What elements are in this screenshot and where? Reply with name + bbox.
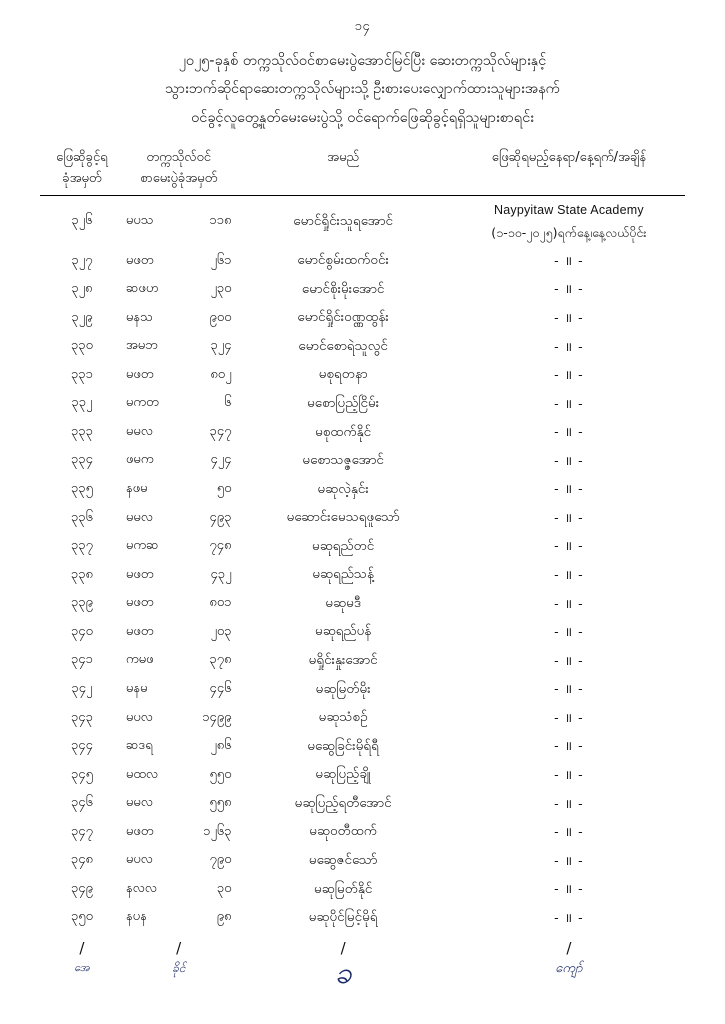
cell-candidate-name: မရှိုင်းနှုးအောင် (308, 652, 378, 669)
venue-ditto-mark: - ॥ - (554, 281, 584, 297)
venue-ditto-mark: - ॥ - (554, 795, 584, 811)
signature-cell-a (40, 958, 124, 1001)
cell-exam-identifier (124, 561, 234, 590)
cell-exam-identifier (124, 904, 234, 933)
exam-code: နပန (125, 909, 147, 925)
cell-venue (453, 389, 685, 418)
exam-number: ၉၈ (216, 909, 232, 925)
exam-code: မပသ (125, 213, 154, 229)
cell-venue (453, 247, 685, 276)
venue-ditto-mark: - ॥ - (554, 509, 584, 525)
cell-seat-number: ၃၄၅ (70, 766, 93, 782)
table-row (40, 589, 685, 618)
cell-candidate-name: မဆုရည်ပန် (315, 623, 372, 640)
venue-ditto-mark: - ॥ - (554, 338, 584, 354)
cell-candidate-name: မစုထက်နိုင် (315, 423, 372, 440)
cell-candidate-name: မစုရတနာ (318, 366, 368, 383)
exam-identifier-group (126, 823, 232, 842)
cell-venue (453, 561, 685, 590)
cell-venue (453, 875, 685, 904)
exam-number: ၁၄၉၉ (202, 709, 232, 725)
table-footer (40, 932, 685, 1001)
table-row (40, 532, 685, 561)
cell-candidate-name: မောင်စောရဲသူလွင် (298, 337, 388, 354)
exam-identifier-group (126, 451, 232, 470)
cell-exam-identifier (124, 818, 234, 847)
cell-exam-identifier (124, 704, 234, 733)
exam-code: ဖမက (125, 452, 154, 468)
cell-seat-number: ၃၃၁ (70, 366, 93, 382)
exam-identifier-group (126, 309, 232, 328)
table-row (40, 618, 685, 647)
exam-number: ၃၄၇ (209, 423, 232, 439)
exam-code: အမဘ (125, 338, 158, 354)
cell-seat-number: ၃၅၀ (70, 909, 93, 925)
exam-number: ၂၆၁ (210, 252, 232, 268)
column-header-venue (453, 146, 685, 196)
cell-venue (453, 532, 685, 561)
table-row (40, 389, 685, 418)
cell-venue (453, 789, 685, 818)
exam-code: မနသ (125, 309, 153, 325)
exam-number: ၄၂၄ (210, 452, 232, 468)
cell-exam-identifier (124, 418, 234, 447)
cell-seat-number: ၃၃၅ (70, 481, 93, 496)
cell-exam-identifier (124, 475, 234, 504)
cell-venue (453, 418, 685, 447)
cell-seat-number: ၃၄၇ (70, 823, 93, 839)
exam-number: ၅၀ (216, 481, 232, 496)
exam-number: ၃၇၈ (209, 652, 232, 668)
exam-identifier-group (126, 766, 232, 785)
exam-number: ၂၃၀ (210, 281, 232, 297)
venue-ditto-mark: - ॥ - (554, 424, 584, 440)
exam-code: မပလ (125, 709, 153, 725)
cell-candidate-name: မဆောင်းမေသရဖူသော် (286, 509, 400, 526)
cell-exam-identifier (124, 196, 234, 246)
cell-exam-identifier (124, 304, 234, 333)
exam-code: မမလ (125, 509, 153, 525)
exam-identifier-group (126, 794, 232, 813)
signature-mark-d: ကျော် (555, 961, 583, 977)
exam-number: ၆ (224, 395, 232, 411)
exam-identifier-group (126, 366, 232, 385)
footer-slash-c: / (340, 939, 346, 958)
exam-code: နဖမ (125, 481, 148, 496)
cell-exam-identifier (124, 361, 234, 390)
cell-seat-number: ၃၃၈ (70, 566, 93, 582)
venue-ditto-mark: - ॥ - (554, 395, 584, 411)
cell-venue (453, 447, 685, 476)
cell-seat-number: ၃၃၀ (70, 338, 93, 354)
table-row (40, 447, 685, 476)
exam-number: ၇၄၈ (209, 538, 232, 554)
cell-exam-identifier (124, 275, 234, 304)
table-header (40, 146, 685, 197)
cell-venue (453, 618, 685, 647)
cell-candidate-name: မောင်ရှိုင်းဝဏ္ဏထွန်း (297, 309, 389, 326)
venue-ditto-mark: - ॥ - (554, 909, 584, 925)
cell-candidate-name: မောင်ရှိုင်းသူရအောင် (293, 212, 394, 229)
exam-code: ကမဖ (125, 652, 154, 668)
cell-seat-number: ၃၃၆ (70, 509, 93, 525)
cell-venue (453, 332, 685, 361)
heading-line-3: ဝင်ခွင့်လူတွေ့နှုတ်မေးမေးပွဲသို့ ဝင်ရောက်ဖြေဆိုခွင့်ရရှိသူများစာရင်း (191, 109, 534, 126)
cell-seat-number: ၃၄၄ (70, 738, 93, 754)
table-row (40, 247, 685, 276)
venue-ditto-mark: - ॥ - (554, 881, 584, 897)
column-header-name-line1: အမည် (327, 149, 360, 165)
table-row (40, 304, 685, 333)
exam-code: မဖတ (125, 566, 154, 582)
cell-candidate-name: မဆုပိုင်မြင့်မိုရ် (308, 909, 378, 926)
cell-exam-identifier (124, 589, 234, 618)
venue-ditto-mark: - ॥ - (554, 652, 584, 668)
cell-candidate-name: မစောသဇ္ဇအောင် (302, 452, 384, 469)
footer-signature-row (40, 958, 685, 1001)
cell-venue (453, 275, 685, 304)
signature-mark-b: ခိုင် (171, 961, 186, 976)
exam-identifier-group (126, 566, 232, 585)
exam-code: ဆဒရ (125, 738, 153, 754)
exam-identifier-group (126, 680, 232, 699)
exam-code: မဖတ (125, 595, 154, 611)
cell-venue (453, 589, 685, 618)
venue-datetime: (၁-၁၀-၂၀၂၅)ရက်နေ့၊နေ့လယ်ပိုင်း (491, 225, 647, 241)
exam-code: မမလ (125, 423, 153, 439)
signature-cell-c (233, 958, 452, 1001)
cell-candidate-name: မဆုဝတီထက် (309, 823, 378, 840)
table-row (40, 675, 685, 704)
column-header-exam-number-line2: စာမေးပွဲခုံအမှတ် (140, 170, 218, 186)
cell-exam-identifier (124, 504, 234, 533)
table-row (40, 332, 685, 361)
table-row (40, 275, 685, 304)
column-header-exam-number (124, 146, 234, 196)
cell-exam-identifier (124, 732, 234, 761)
table-row (40, 704, 685, 733)
table-row (40, 761, 685, 790)
cell-candidate-name: မဆုပြည့်ချို (315, 766, 371, 783)
exam-code: ဆဖဟ (125, 281, 159, 297)
heading-line-1: ၂၀၂၅-ခုနှစ် တက္ကသိုလ်ဝင်စာမေးပွဲအောင်မြင်ပြီး ဆေးတက္ကသိုလ်များနှင့် (178, 53, 547, 69)
cell-venue (453, 304, 685, 333)
cell-venue (453, 761, 685, 790)
exam-identifier-group (126, 594, 232, 613)
cell-exam-identifier (124, 247, 234, 276)
venue-ditto-mark: - ॥ - (554, 252, 584, 268)
page-number: ၁၄ (354, 19, 371, 34)
exam-number: ၂၀၃ (210, 623, 232, 639)
exam-number: ၅၅၀ (209, 766, 232, 782)
venue-ditto-mark: - ॥ - (554, 824, 584, 840)
venue-ditto-mark: - ॥ - (554, 481, 584, 497)
table-row (40, 846, 685, 875)
cell-venue (453, 846, 685, 875)
exam-code: မကတ (125, 395, 159, 411)
venue-ditto-mark: - ॥ - (554, 709, 584, 725)
exam-number: ၉၀၀ (209, 309, 232, 325)
cell-candidate-name: မဆုမြတ်နိုင် (313, 880, 373, 897)
cell-candidate-name: မဆုရည်တင် (312, 537, 375, 554)
venue-ditto-mark: - ॥ - (554, 309, 584, 325)
exam-number: ၁၁၈ (209, 213, 232, 229)
exam-code: မမလ (125, 795, 153, 811)
cell-seat-number: ၃၃၄ (70, 452, 93, 468)
exam-identifier-group (126, 880, 232, 899)
cell-candidate-name: မဆုလဲ့နှင်း (317, 480, 369, 497)
venue-ditto-mark: - ॥ - (554, 766, 584, 782)
cell-exam-identifier (124, 618, 234, 647)
exam-number: ၇၉၀ (209, 852, 232, 868)
column-header-seat-number-line2: ခုံအမှတ် (62, 170, 102, 186)
cell-exam-identifier (124, 647, 234, 676)
cell-exam-identifier (124, 447, 234, 476)
table-row (40, 732, 685, 761)
exam-code: မဖတ (125, 823, 154, 839)
cell-seat-number: ၃၃၉ (70, 595, 93, 611)
footer-slash-row (40, 932, 685, 958)
column-header-name (233, 146, 452, 196)
table-row (40, 789, 685, 818)
cell-seat-number: ၃၄၀ (70, 623, 93, 639)
exam-number: ၄၃၂ (210, 566, 232, 582)
footer-slash-d: / (566, 939, 572, 958)
table-row (40, 561, 685, 590)
venue-name: Naypyitaw State Academy (493, 202, 644, 217)
signature-cell-b (124, 958, 234, 1001)
cell-seat-number: ၃၂၆ (71, 213, 93, 229)
cell-candidate-name: မဆုသံစဉ် (318, 709, 368, 726)
venue-ditto-mark: - ॥ - (554, 567, 584, 583)
column-header-seat-number-line1: ဖြေဆိုခွင့်ရ (56, 149, 108, 165)
venue-ditto-mark: - ॥ - (554, 852, 584, 868)
exam-identifier-group (126, 394, 232, 413)
cell-venue (453, 475, 685, 504)
exam-identifier-group (126, 737, 232, 756)
candidates-table (40, 146, 685, 1001)
cell-venue (453, 704, 685, 733)
cell-exam-identifier (124, 761, 234, 790)
exam-identifier-group (126, 709, 232, 728)
exam-number: ၁၂၆၃ (203, 823, 232, 839)
exam-code: မကဆ (125, 538, 159, 554)
column-header-exam-number-line1: တက္ကသိုလ်ဝင် (146, 149, 211, 165)
cell-candidate-name: မစောပြည့်ငြိမ်း (307, 394, 380, 411)
cell-seat-number: ၃၂၇ (71, 252, 93, 268)
exam-number: ၈၀၂ (210, 366, 232, 382)
exam-identifier-group (126, 480, 232, 499)
venue-ditto-mark: - ॥ - (554, 367, 584, 383)
exam-number: ၄၉၃ (209, 509, 232, 525)
cell-candidate-name: မဆုမြတ်မိုး (315, 680, 371, 697)
cell-seat-number: ၃၃၂ (71, 395, 93, 411)
footer-slash-b: / (176, 939, 182, 958)
cell-venue (453, 818, 685, 847)
cell-venue (453, 196, 685, 246)
exam-identifier-group (126, 280, 232, 299)
table-row (40, 504, 685, 533)
cell-candidate-name: မဆွေဇင်သော် (308, 851, 378, 868)
cell-seat-number: ၃၄၈ (70, 852, 93, 868)
signature-mark-a: အေ (74, 961, 90, 975)
cell-exam-identifier (124, 789, 234, 818)
table-row (40, 361, 685, 390)
cell-venue (453, 504, 685, 533)
table-row (40, 904, 685, 933)
table-body (40, 196, 685, 932)
cell-seat-number: ၃၂၈ (71, 281, 93, 297)
exam-code: မနမ (125, 680, 148, 696)
exam-code: မဖတ (125, 252, 154, 268)
table-row (40, 196, 685, 246)
exam-identifier-group (126, 908, 232, 927)
cell-candidate-name: မဆုပြည့်ရတီအောင် (294, 794, 392, 811)
footer-slash-a: / (79, 939, 85, 958)
venue-ditto-mark: - ॥ - (554, 738, 584, 754)
exam-identifier-group (126, 651, 232, 670)
cell-venue (453, 675, 685, 704)
cell-seat-number: ၃၄၁ (70, 652, 93, 668)
cell-seat-number: ၃၄၂ (71, 680, 93, 696)
table-row (40, 418, 685, 447)
cell-seat-number: ၃၃၇ (70, 538, 93, 554)
cell-exam-identifier (124, 332, 234, 361)
exam-code: မဖတ (125, 623, 154, 639)
cell-venue (453, 361, 685, 390)
cell-venue (453, 732, 685, 761)
cell-candidate-name: မဆုရည်သန့် (312, 566, 374, 583)
heading-line-2: သွားဘက်ဆိုင်ရာဆေးတက္ကသိုလ်များသို့ ဦးစားပေးလျှောက်ထားသူများအနက် (165, 81, 560, 98)
exam-identifier-group (126, 252, 232, 271)
cell-exam-identifier (124, 675, 234, 704)
table-row (40, 475, 685, 504)
exam-code: မပလ (125, 852, 153, 868)
signature-cell-d (453, 958, 685, 1001)
exam-number: ၄၄၆ (209, 680, 232, 696)
exam-code: မထလ (125, 766, 159, 782)
venue-ditto-mark: - ॥ - (554, 624, 584, 640)
signature-mark-c: ခ (334, 956, 352, 992)
cell-candidate-name: မဆုမဒီ (325, 594, 361, 611)
cell-exam-identifier (124, 846, 234, 875)
cell-candidate-name: မဆွေခြင်းမိုရ်ရီ (307, 737, 379, 754)
cell-exam-identifier (124, 875, 234, 904)
exam-number: ၈၀၁ (209, 595, 232, 611)
cell-seat-number: ၃၃၃ (70, 423, 93, 439)
cell-seat-number: ၃၄၆ (70, 795, 93, 811)
exam-number: ၅၅၈ (209, 795, 232, 811)
exam-code: နလလ (125, 880, 157, 896)
column-header-venue-line1: ဖြေဆိုရမည့်နေရာ/နေ့ရက်/အချိန် (491, 149, 647, 165)
exam-identifier-group (126, 623, 232, 642)
exam-number: ၂၈၆ (210, 738, 232, 754)
venue-ditto-mark: - ॥ - (554, 681, 584, 697)
cell-exam-identifier (124, 389, 234, 418)
table-row (40, 875, 685, 904)
exam-code: မဖတ (125, 366, 154, 382)
venue-ditto-mark: - ॥ - (554, 538, 584, 554)
table-row (40, 647, 685, 676)
table-row (40, 818, 685, 847)
exam-identifier-group (126, 337, 232, 356)
cell-exam-identifier (124, 532, 234, 561)
cell-seat-number: ၃၄၉ (70, 880, 93, 896)
exam-identifier-group (126, 851, 232, 870)
cell-venue (453, 647, 685, 676)
exam-number: ၃၂၄ (210, 338, 232, 354)
cell-candidate-name: မောင်စွမ်းထက်ဝင်း (297, 252, 389, 269)
cell-candidate-name: မောင်စိုးမိုးအောင် (301, 280, 385, 297)
exam-identifier-group (126, 537, 232, 556)
cell-seat-number: ၃၄၃ (70, 709, 93, 725)
exam-identifier-group (126, 423, 232, 442)
venue-ditto-mark: - ॥ - (554, 595, 584, 611)
exam-number: ၃၀ (216, 880, 232, 896)
column-header-seat-number (40, 146, 124, 196)
document-heading (46, 47, 679, 132)
exam-identifier-group (126, 509, 232, 528)
cell-seat-number: ၃၂၉ (71, 309, 93, 325)
exam-identifier-group (126, 212, 232, 231)
cell-venue (453, 904, 685, 933)
venue-ditto-mark: - ॥ - (554, 452, 584, 468)
